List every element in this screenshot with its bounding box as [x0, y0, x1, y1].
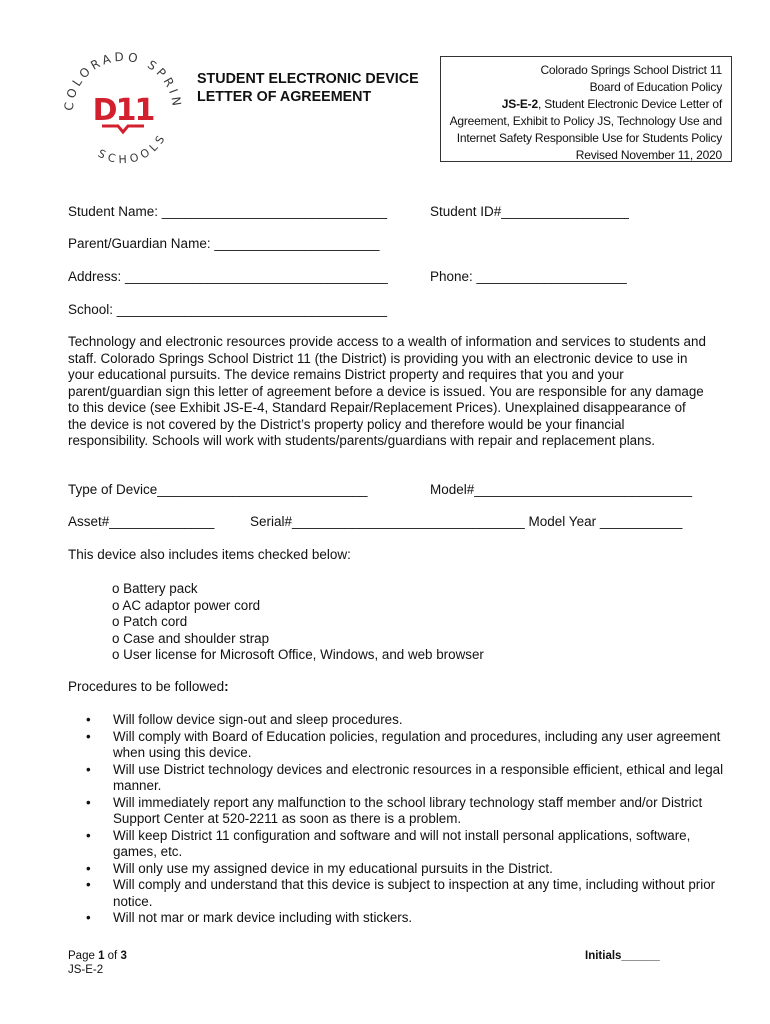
serial-model-year-field[interactable]: Serial#_______________________________ Model Year ___________ — [250, 514, 683, 529]
phone-field[interactable]: Phone: ____________________ — [430, 269, 627, 284]
procedures-heading: Procedures to be followed: — [68, 679, 229, 694]
document-code: JS-E-2 — [68, 964, 104, 976]
bullet-icon: • — [86, 728, 91, 744]
procedure-item: • Will not mar or mark device including with stickers. — [86, 910, 413, 925]
address-field[interactable]: Address: ___________________________________ — [68, 269, 388, 284]
included-items-list — [112, 581, 484, 664]
bullet-icon: • — [86, 827, 91, 843]
procedure-item: • Will use District technology devices and electronic resources in a responsible efficient, ethical and legal manner. — [86, 761, 724, 793]
bullet-icon: • — [86, 860, 91, 876]
logo-mark: D11 — [92, 93, 154, 128]
bullet-icon: • — [86, 712, 91, 727]
procedure-item: • Will immediately report any malfunction to the school library technology staff member and/or District Support Center at 520-2211 as soon as there is a problem. — [86, 794, 703, 826]
included-item[interactable]: o AC adaptor power cord — [112, 597, 261, 613]
bullet-icon: • — [86, 794, 91, 810]
procedures-list — [86, 712, 726, 927]
logo-arc-top-text: COLORADO SPRIN — [61, 49, 185, 112]
policy-info-box: Colorado Springs School District 11 Board of Education Policy JS-E-2, Student Electronic Device Letter of Agreement, Exhibit to Policy JS, Technology Use and Internet Safety Responsible Use for Students Policy Revised November 11, 2020 — [440, 56, 732, 162]
procedure-item: • Will only use my assigned device in my educational pursuits in the District. — [86, 860, 553, 876]
page-number: Page 1 of 3 JS-E-2 — [68, 950, 127, 976]
school-field[interactable]: School: ____________________________________ — [68, 302, 388, 317]
district-logo — [60, 48, 186, 174]
procedure-item: • Will follow device sign-out and sleep procedures. — [86, 712, 403, 727]
model-field[interactable]: Model#_____________________________ — [430, 482, 693, 497]
included-item[interactable]: o Battery pack — [112, 581, 198, 596]
student-id-field[interactable]: Student ID#_________________ — [430, 204, 629, 219]
included-item[interactable]: o Case and shoulder strap — [112, 630, 270, 646]
procedure-item: • Will keep District 11 configuration and software and will not install personal applications, software, games, etc. — [86, 827, 691, 859]
includes-heading: This device also includes items checked below: — [68, 547, 351, 562]
asset-field[interactable]: Asset#______________ — [68, 514, 215, 529]
student-name-field[interactable]: Student Name: ______________________________ — [68, 204, 388, 219]
included-item[interactable]: o User license for Microsoft Office, Windows, and web browser — [112, 647, 484, 662]
parent-name-field[interactable]: Parent/Guardian Name: ______________________ — [68, 236, 380, 251]
bullet-icon: • — [86, 910, 91, 925]
procedure-item: • Will comply and understand that this device is subject to inspection at any time, including without prior notice. — [86, 877, 716, 909]
procedure-item: • Will comply with Board of Education policies, regulation and procedures, including any user agreement when using this device. — [86, 728, 721, 760]
intro-paragraph: Technology and electronic resources provide access to a wealth of information and services to students and staff. Colorado Springs School District 11 (the District) is providing you with an electronic device to use in your educational pursuits. The device remains District property and requires that you and your parent/guardian sign this letter of agreement before a device is issued. You are responsible for any damage to this device (see Exhibit JS-E-4, Standard Repair/Replacement Prices). Unexplained disappearance of the device is not covered by the District’s property policy and therefore would be your financial responsibility. Schools will work with students/parents/guardians with repair and replacement plans. — [68, 334, 706, 448]
document-title: STUDENT ELECTRONIC DEVICE LETTER OF AGREEMENT — [197, 71, 419, 105]
bullet-icon: • — [86, 761, 91, 777]
included-item[interactable]: o Patch cord — [112, 614, 188, 629]
bullet-icon: • — [86, 877, 91, 892]
d11-seal-icon — [60, 48, 186, 174]
type-of-device-field[interactable]: Type of Device____________________________ — [68, 482, 368, 497]
logo-arc-bottom-text: SCHOOLS — [95, 130, 170, 167]
initials-field[interactable]: Initials______ — [585, 950, 660, 962]
